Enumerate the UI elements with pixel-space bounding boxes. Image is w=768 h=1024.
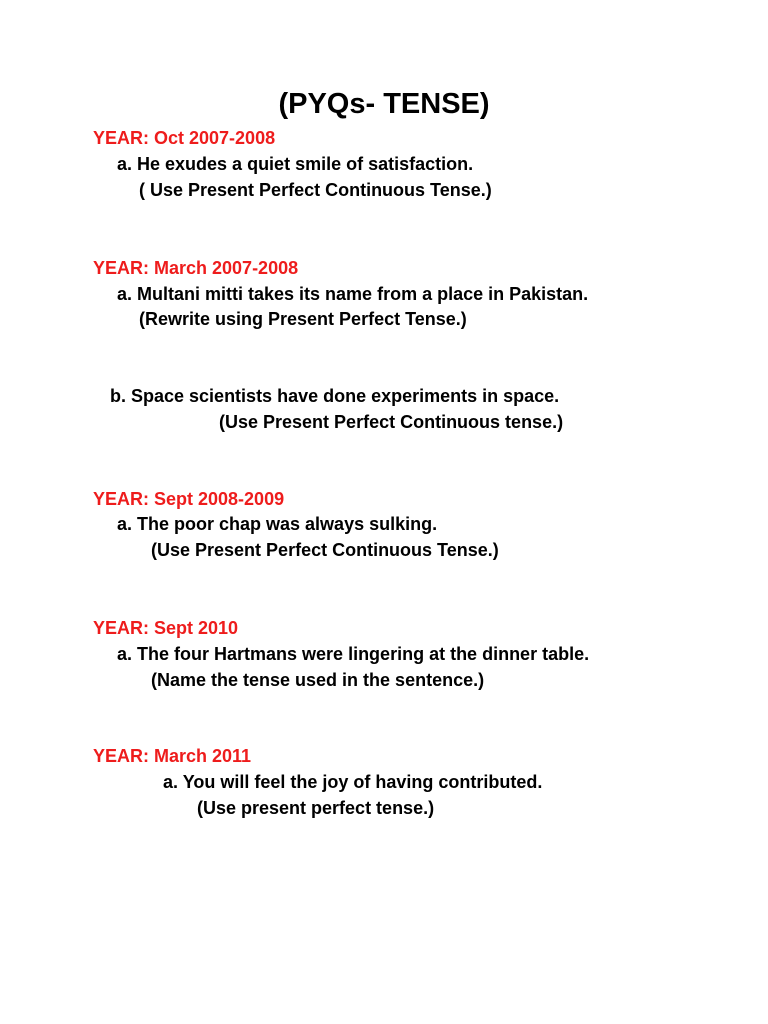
question-text: a. He exudes a quiet smile of satisfaction.	[117, 154, 474, 174]
section-year-heading: YEAR: Oct 2007-2008	[93, 128, 276, 148]
question-instruction: (Use Present Perfect Continuous tense.)	[219, 412, 564, 432]
page-title: (PYQs- TENSE)	[278, 88, 490, 120]
question-instruction: (Rewrite using Present Perfect Tense.)	[139, 309, 467, 329]
section-year-heading: YEAR: March 2011	[93, 746, 252, 766]
section-year-heading: YEAR: Sept 2010	[93, 618, 239, 638]
question-text: a. The poor chap was always sulking.	[117, 514, 438, 534]
question-text: b. Space scientists have done experiments in space.	[110, 386, 560, 406]
question-instruction: ( Use Present Perfect Continuous Tense.)	[139, 180, 492, 200]
question-instruction: (Name the tense used in the sentence.)	[151, 670, 485, 690]
section-year-heading: YEAR: March 2007-2008	[93, 258, 299, 278]
question-text: a. You will feel the joy of having contributed.	[163, 772, 543, 792]
section-year-heading: YEAR: Sept 2008-2009	[93, 489, 285, 509]
question-instruction: (Use Present Perfect Continuous Tense.)	[151, 540, 499, 560]
question-text: a. The four Hartmans were lingering at the dinner table.	[117, 644, 590, 664]
question-text: a. Multani mitti takes its name from a place in Pakistan.	[117, 284, 589, 304]
question-instruction: (Use present perfect tense.)	[197, 798, 435, 818]
